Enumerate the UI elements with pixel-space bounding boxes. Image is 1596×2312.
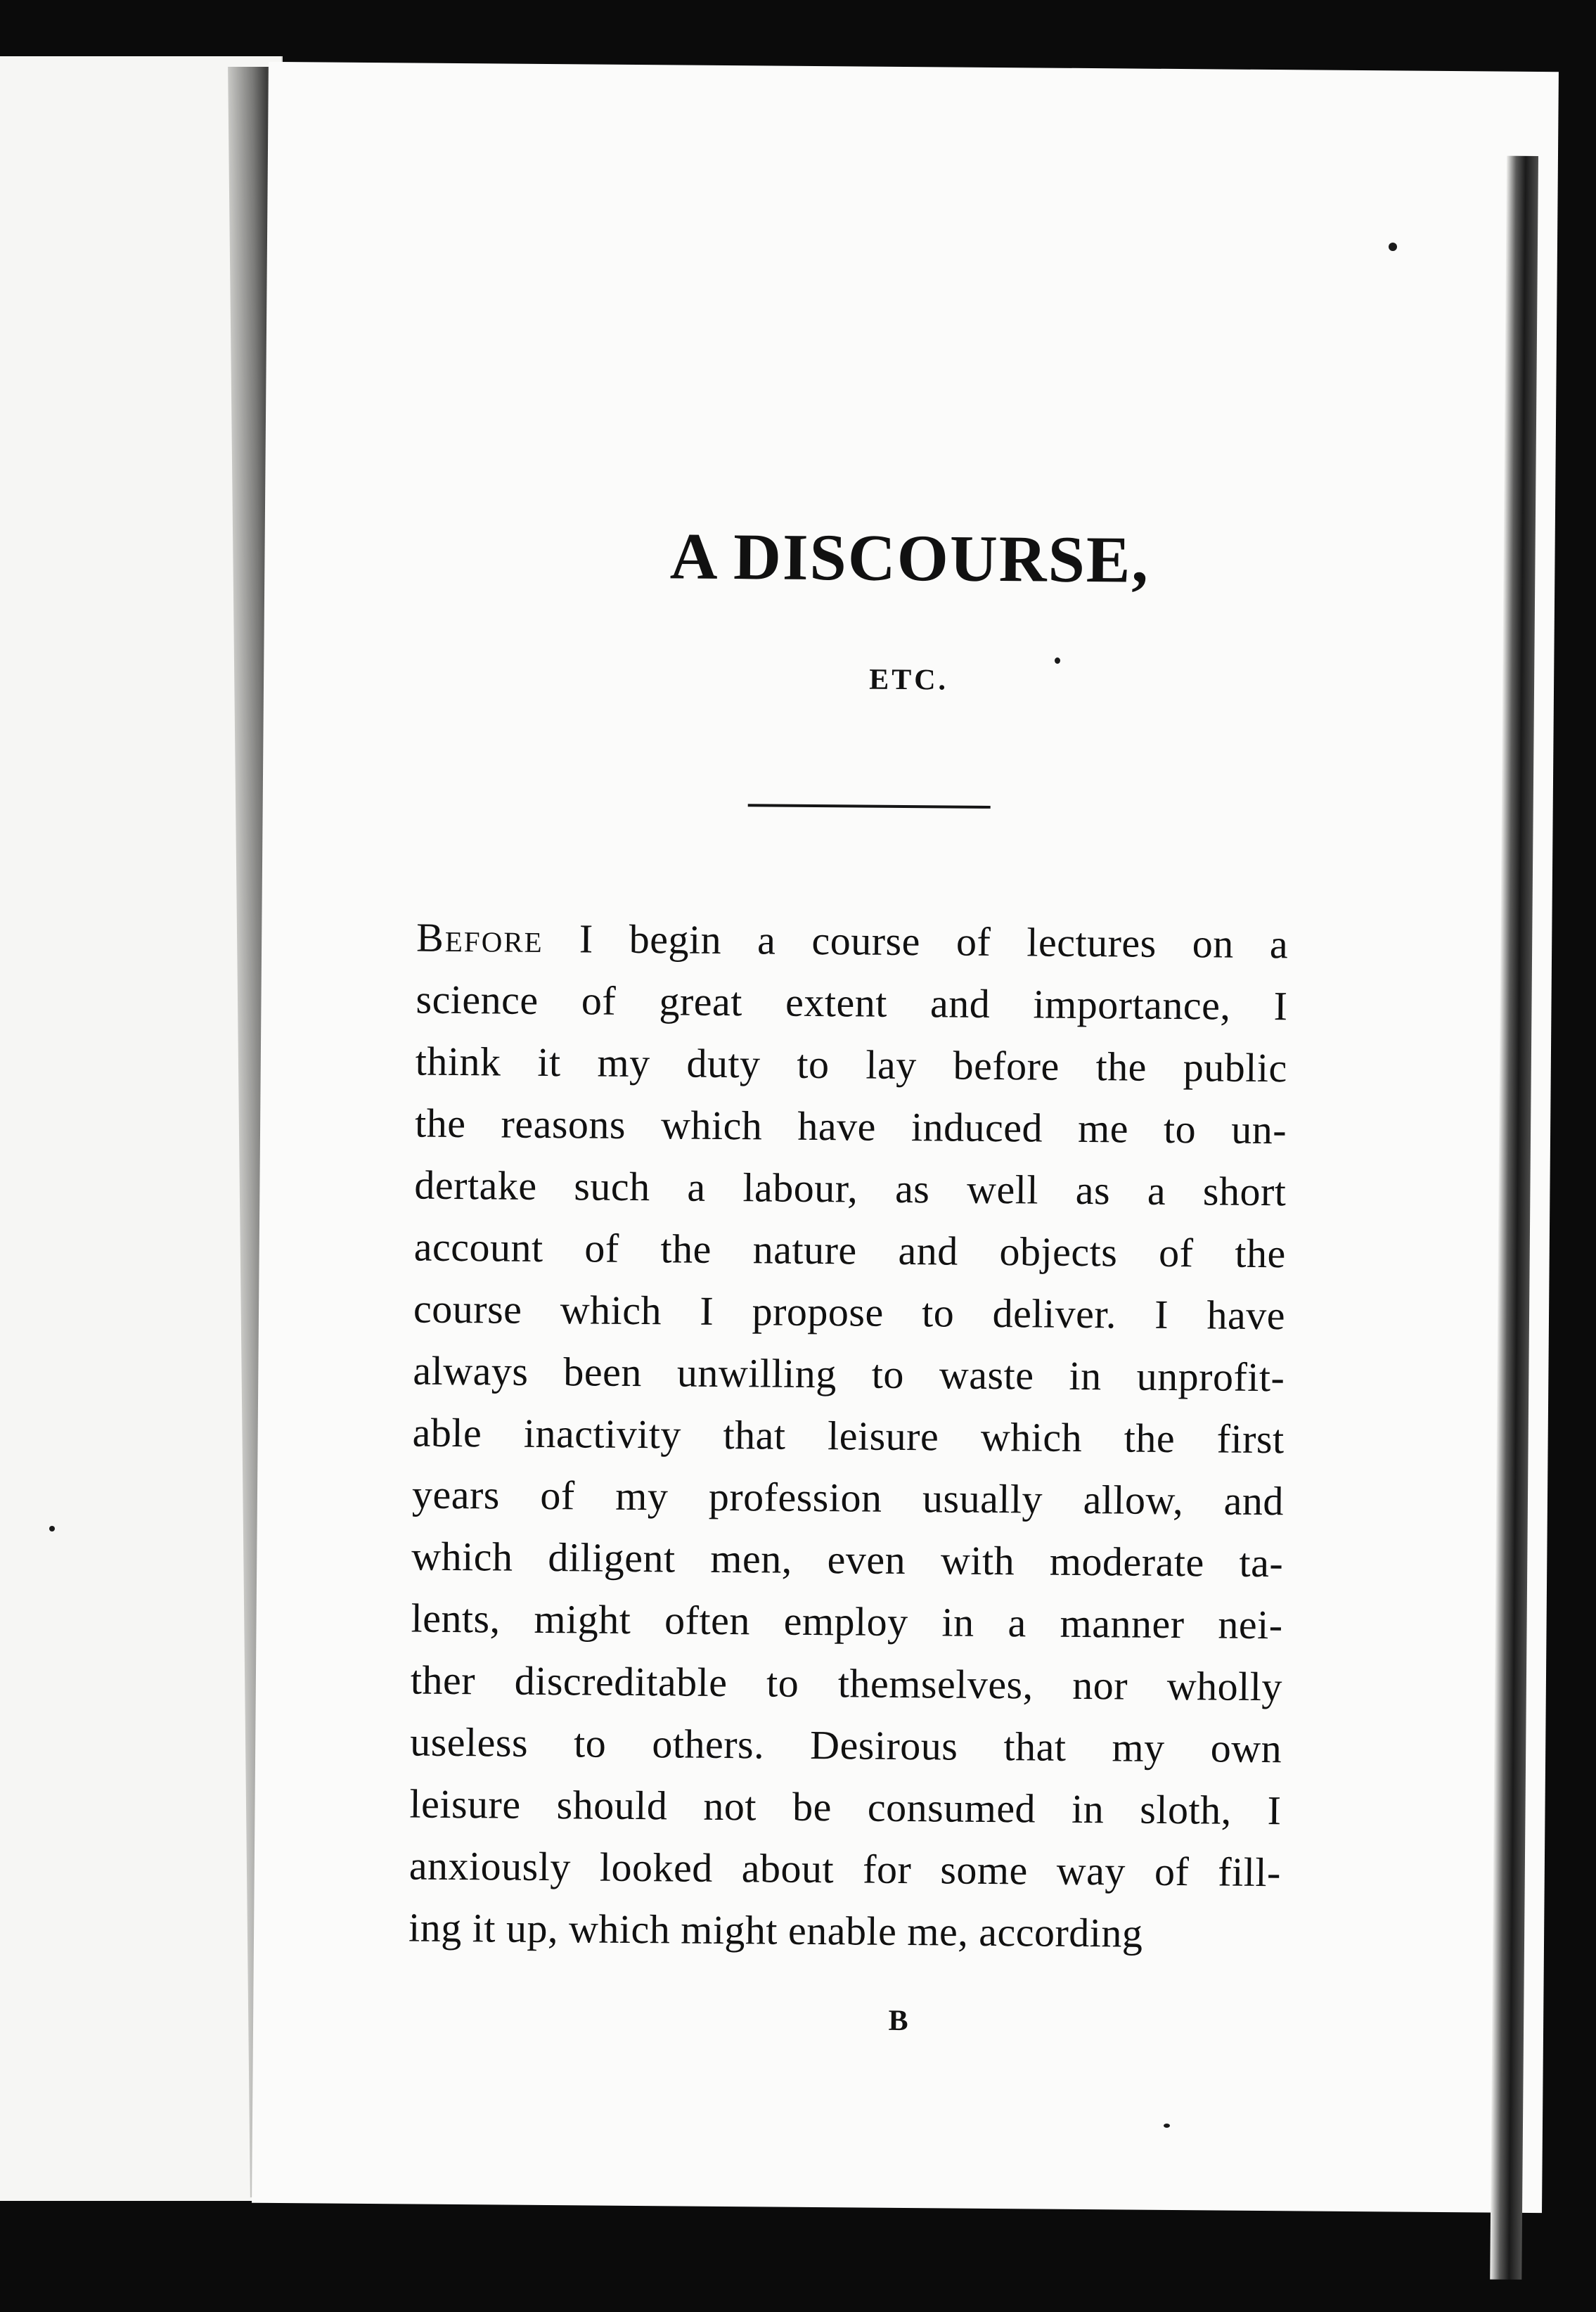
page-subheading: ETC. — [868, 663, 949, 697]
signature-mark: B — [888, 2004, 908, 2038]
book-page — [252, 62, 1559, 2213]
body-paragraph — [408, 907, 1289, 1966]
text-line: which diligent men, even with moderate ta- — [411, 1533, 1284, 1586]
text-line: science of great extent and importance, I — [416, 976, 1288, 1029]
page-heading: A DISCOURSE, — [669, 520, 1150, 597]
text-line: ther discreditable to themselves, nor wholly — [410, 1657, 1283, 1710]
text-line: ing it up, which might enable me, according — [408, 1904, 1143, 1956]
text-line: the reasons which have induced me to un- — [414, 1100, 1287, 1153]
ink-speck — [1164, 2124, 1170, 2128]
text-line: lents, might often employ in a manner nei- — [411, 1595, 1283, 1648]
ink-speck — [1389, 243, 1397, 251]
text-line: able inactivity that leisure which the first — [412, 1409, 1285, 1463]
text-line: anxiously looked about for some way of fill- — [408, 1842, 1282, 1896]
text-line: Before I begin a course of lectures on a — [416, 914, 1289, 968]
text-line: think it my duty to lay before the public — [415, 1038, 1288, 1091]
ink-speck — [1055, 657, 1060, 664]
text-line: useless to others. Desirous that my own — [409, 1719, 1282, 1772]
page-edge-shadow — [1490, 156, 1538, 2280]
text-line: years of my profession usually allow, and — [411, 1471, 1285, 1524]
section-rule — [748, 804, 991, 809]
opening-word: Before — [416, 914, 544, 961]
text-line: always been unwilling to waste in unprofit- — [413, 1347, 1285, 1401]
ink-speck — [49, 1526, 55, 1531]
text-line: dertake such a labour, as well as a short — [414, 1162, 1287, 1215]
text-line: account of the nature and objects of the — [413, 1224, 1286, 1277]
text-line: leisure should not be consumed in sloth, I — [409, 1780, 1282, 1834]
text-line: course which I propose to deliver. I have — [413, 1285, 1286, 1339]
